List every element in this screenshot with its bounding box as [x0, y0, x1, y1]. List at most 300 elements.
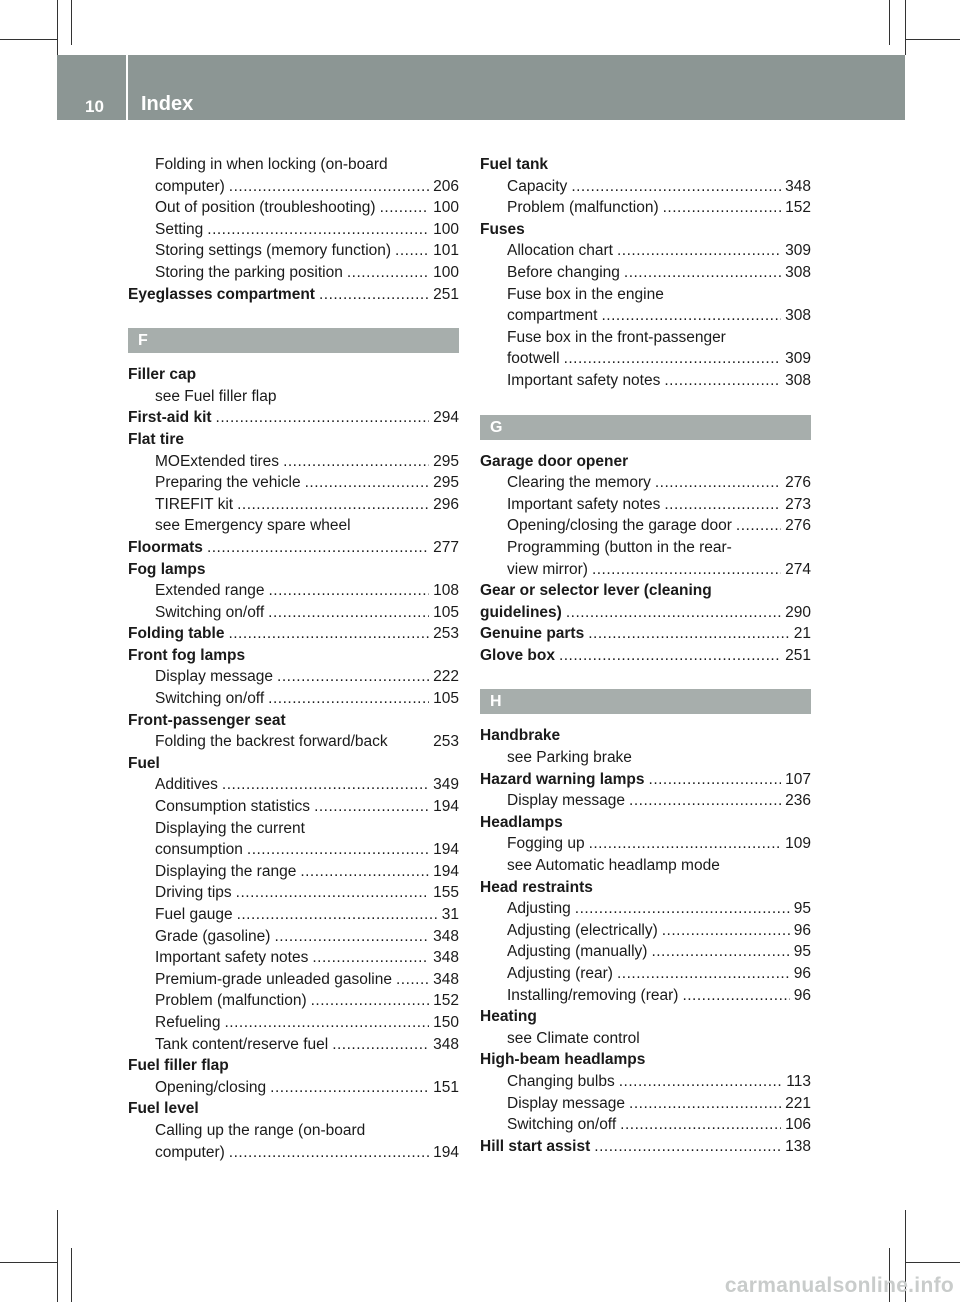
- index-subentry[interactable]: [480, 963, 811, 985]
- page-reference[interactable]: 295: [433, 452, 459, 470]
- entry-text: see Fuel filler flap: [155, 387, 277, 405]
- dot-leader: [319, 284, 429, 306]
- index-subentry[interactable]: [128, 494, 459, 516]
- page-reference[interactable]: 109: [785, 835, 811, 853]
- index-subentry: [480, 747, 811, 769]
- index-subentry[interactable]: [480, 494, 811, 516]
- index-subentry[interactable]: [128, 882, 459, 904]
- page-reference[interactable]: 101: [433, 242, 459, 260]
- dot-leader: [588, 623, 790, 645]
- page-reference[interactable]: 277: [433, 538, 459, 556]
- index-entry: [480, 580, 811, 602]
- entry-text: Hazard warning lamps: [480, 770, 645, 788]
- entry-text: Important safety notes: [507, 495, 661, 513]
- entry-text: Opening/closing the garage door: [507, 517, 732, 535]
- page-reference[interactable]: 296: [433, 495, 459, 513]
- index-subentry[interactable]: [480, 240, 811, 262]
- index-subentry[interactable]: [128, 861, 459, 883]
- page-reference[interactable]: 308: [785, 371, 811, 389]
- entry-text: Allocation chart: [507, 242, 613, 260]
- entry-text: consumption: [155, 841, 243, 859]
- page-reference[interactable]: 276: [785, 474, 811, 492]
- dot-leader: [228, 623, 429, 645]
- dot-leader: [396, 969, 429, 991]
- index-entry: [480, 219, 811, 241]
- index-subentry[interactable]: [128, 176, 459, 198]
- dot-leader: [575, 898, 790, 920]
- index-subentry[interactable]: [128, 1012, 459, 1034]
- index-subentry[interactable]: [480, 941, 811, 963]
- entry-text: Switching on/off: [155, 690, 265, 708]
- crop-mark: [0, 39, 57, 40]
- dot-leader: [566, 602, 781, 624]
- dot-leader: [655, 472, 781, 494]
- index-subentry[interactable]: [480, 472, 811, 494]
- dot-leader: [247, 839, 429, 861]
- entry-text: Fog lamps: [128, 560, 206, 578]
- dot-leader: [225, 1012, 430, 1034]
- crop-mark: [71, 1248, 72, 1302]
- index-subentry: [480, 284, 811, 306]
- entry-text: see Parking brake: [507, 749, 632, 767]
- entry-text: Refueling: [155, 1013, 221, 1031]
- dot-leader: [268, 602, 429, 624]
- index-entry: [128, 1098, 459, 1120]
- index-subentry: [128, 1120, 459, 1142]
- index-subentry[interactable]: [128, 990, 459, 1012]
- dot-leader: [347, 262, 429, 284]
- index-entry[interactable]: [480, 645, 811, 667]
- dot-leader: [682, 985, 789, 1007]
- entry-text: footwell: [507, 350, 560, 368]
- entry-text: Headlamps: [480, 813, 563, 831]
- index-subentry[interactable]: [128, 666, 459, 688]
- index-subentry[interactable]: [480, 262, 811, 284]
- entry-text: Adjusting (manually): [507, 943, 648, 961]
- dot-leader: [664, 370, 781, 392]
- index-subentry[interactable]: [128, 197, 459, 219]
- page-reference[interactable]: 236: [785, 792, 811, 810]
- page-reference[interactable]: 253: [433, 625, 459, 643]
- page-reference[interactable]: 31: [441, 906, 459, 923]
- index-subentry[interactable]: [480, 305, 811, 327]
- watermark: carmanualsonline.info: [724, 1274, 954, 1297]
- page-reference[interactable]: 152: [785, 199, 811, 217]
- page-reference[interactable]: 95: [793, 900, 811, 918]
- dot-leader: [601, 305, 781, 327]
- entry-text: Problem (malfunction): [155, 992, 307, 1010]
- page-reference[interactable]: 152: [433, 992, 459, 1010]
- entry-text: Storing settings (memory function): [155, 242, 392, 260]
- entry-text: Flat tire: [128, 430, 184, 448]
- entry-text: guidelines): [480, 603, 562, 621]
- entry-text: Adjusting (rear): [507, 965, 613, 982]
- page-reference[interactable]: 96: [793, 965, 811, 982]
- entry-text: Fuel filler flap: [128, 1057, 229, 1075]
- index-subentry[interactable]: [128, 219, 459, 241]
- dot-leader: [617, 240, 781, 262]
- index-subentry[interactable]: [128, 1077, 459, 1099]
- index-subentry: [480, 855, 811, 877]
- index-subentry: [480, 537, 811, 559]
- index-entry[interactable]: [480, 769, 811, 791]
- page-reference[interactable]: 113: [786, 1072, 811, 1090]
- dot-leader: [624, 262, 781, 284]
- entry-text: Important safety notes: [507, 371, 661, 389]
- page-reference[interactable]: 308: [785, 263, 811, 281]
- entry-text: Display message: [507, 792, 626, 810]
- page-number: 10: [85, 97, 104, 116]
- index-column-right: [480, 154, 811, 1157]
- entry-text: Garage door opener: [480, 452, 629, 470]
- index-subentry[interactable]: [480, 898, 811, 920]
- index-subentry[interactable]: [128, 774, 459, 796]
- entry-text: Display message: [155, 668, 274, 686]
- page-reference[interactable]: 206: [433, 177, 459, 195]
- page-reference[interactable]: 222: [433, 668, 459, 686]
- page-reference[interactable]: 108: [433, 582, 459, 600]
- dot-leader: [237, 904, 438, 926]
- page-reference[interactable]: 100: [433, 220, 459, 238]
- entry-text: Fuse box in the front-passenger: [507, 328, 726, 346]
- index-entry[interactable]: [128, 407, 459, 429]
- page-reference[interactable]: 349: [433, 776, 459, 794]
- page-reference[interactable]: 100: [433, 263, 459, 281]
- entry-text: Capacity: [507, 177, 568, 195]
- entry-text: Glove box: [480, 646, 555, 664]
- dot-leader: [629, 790, 781, 812]
- page-reference[interactable]: 106: [785, 1116, 811, 1134]
- index-subentry: [128, 515, 459, 537]
- page-reference[interactable]: 151: [433, 1078, 459, 1096]
- index-subentry[interactable]: [128, 262, 459, 284]
- page-reference[interactable]: 348: [433, 970, 459, 988]
- dot-leader: [664, 494, 781, 516]
- dot-leader: [617, 963, 790, 985]
- index-subentry[interactable]: [128, 904, 459, 926]
- entry-text: Fuel: [128, 754, 160, 772]
- index-subentry[interactable]: [128, 472, 459, 494]
- entry-text: see Automatic headlamp mode: [507, 857, 720, 875]
- entry-text: First-aid kit: [128, 409, 212, 427]
- entry-text: compartment: [507, 307, 598, 325]
- index-subentry[interactable]: [480, 1071, 811, 1093]
- dot-leader: [237, 494, 429, 516]
- dot-leader: [589, 833, 782, 855]
- dot-leader: [332, 1034, 429, 1056]
- index-subentry[interactable]: [128, 926, 459, 948]
- section-letter-header: H: [480, 689, 811, 714]
- index-entry: [480, 877, 811, 899]
- entry-text: Floormats: [128, 538, 203, 556]
- dot-leader: [649, 769, 782, 791]
- index-column-left: [128, 154, 459, 1163]
- page-reference[interactable]: 155: [433, 884, 459, 902]
- entry-text: Fuel level: [128, 1100, 199, 1118]
- index-subentry[interactable]: [480, 176, 811, 198]
- dot-leader: [305, 472, 430, 494]
- dot-leader: [312, 947, 429, 969]
- entry-text: Folding table: [128, 625, 225, 643]
- entry-text: Clearing the memory: [507, 474, 651, 492]
- index-subentry[interactable]: [128, 947, 459, 969]
- dot-leader: [314, 796, 429, 818]
- page-reference[interactable]: 95: [793, 943, 811, 961]
- index-entry: [128, 429, 459, 451]
- entry-text: Fuel gauge: [155, 906, 233, 923]
- index-entry: [128, 364, 459, 386]
- dot-leader: [229, 1142, 429, 1164]
- dot-leader: [662, 920, 790, 942]
- entry-text: Setting: [155, 220, 204, 238]
- page-reference[interactable]: 251: [785, 646, 811, 664]
- index-subentry[interactable]: [128, 839, 459, 861]
- entry-text: Displaying the range: [155, 862, 297, 880]
- index-subentry[interactable]: [480, 348, 811, 370]
- dot-leader: [216, 407, 430, 429]
- entry-text: see Climate control: [507, 1029, 640, 1047]
- page-reference[interactable]: 105: [433, 690, 459, 708]
- page-reference[interactable]: 348: [785, 177, 811, 195]
- dot-leader: [283, 451, 429, 473]
- section-letter-header: G: [480, 415, 811, 440]
- entry-text: Folding in when locking (on-board: [155, 156, 388, 173]
- entry-text: Fuel tank: [480, 156, 549, 173]
- entry-text: Front-passenger seat: [128, 711, 286, 729]
- dot-leader: [207, 219, 429, 241]
- entry-text: Calling up the range (on-board: [155, 1121, 366, 1139]
- dot-leader: [736, 515, 781, 537]
- page-reference[interactable]: 194: [433, 841, 459, 859]
- entry-text: High-beam headlamps: [480, 1051, 646, 1069]
- dot-leader: [571, 176, 781, 198]
- entry-text: Hill start assist: [480, 1137, 591, 1155]
- crop-mark: [889, 0, 890, 45]
- dot-leader: [311, 990, 430, 1012]
- index-subentry[interactable]: [128, 731, 459, 753]
- page-reference[interactable]: 96: [793, 986, 811, 1004]
- page-reference[interactable]: 21: [793, 625, 811, 643]
- index-entry: [128, 753, 459, 775]
- entry-text: Genuine parts: [480, 625, 585, 643]
- page-reference[interactable]: 295: [433, 474, 459, 492]
- index-entry: [480, 1006, 811, 1028]
- dot-leader: [564, 348, 782, 370]
- entry-text: Eyeglasses compartment: [128, 285, 315, 303]
- entry-text: Fuse box in the engine: [507, 285, 664, 303]
- dot-leader: [274, 926, 429, 948]
- dot-leader: [229, 176, 429, 198]
- index-subentry[interactable]: [128, 580, 459, 602]
- entry-text: Before changing: [507, 263, 620, 281]
- entry-text: Extended range: [155, 582, 265, 600]
- entry-text: Premium-grade unleaded gasoline: [155, 970, 392, 988]
- page-reference[interactable]: 348: [433, 949, 459, 967]
- entry-text: Preparing the vehicle: [155, 474, 301, 492]
- entry-text: Fogging up: [507, 835, 585, 853]
- index-subentry[interactable]: [128, 1034, 459, 1056]
- crop-mark: [0, 1262, 57, 1263]
- entry-text: Adjusting: [507, 900, 571, 918]
- index-entry: [128, 559, 459, 581]
- section-letter-header: F: [128, 328, 459, 353]
- index-subentry[interactable]: [128, 969, 459, 991]
- dot-leader: [300, 861, 429, 883]
- index-subentry: [128, 818, 459, 840]
- dot-leader: [222, 774, 429, 796]
- index-entry: [480, 725, 811, 747]
- index-subentry[interactable]: [480, 920, 811, 942]
- entry-text: Switching on/off: [507, 1116, 617, 1134]
- entry-text: Handbrake: [480, 727, 561, 745]
- page-reference[interactable]: 138: [785, 1137, 811, 1155]
- page-reference[interactable]: 194: [433, 798, 459, 816]
- dot-leader: [663, 197, 782, 219]
- crop-mark: [57, 1210, 58, 1302]
- index-subentry[interactable]: [480, 833, 811, 855]
- page-reference[interactable]: 194: [433, 1143, 459, 1161]
- crop-mark: [905, 1262, 960, 1263]
- index-subentry[interactable]: [480, 790, 811, 812]
- dot-leader: [559, 645, 781, 667]
- page-reference[interactable]: 194: [433, 862, 459, 880]
- crop-mark: [71, 0, 72, 45]
- page-reference[interactable]: 100: [433, 199, 459, 217]
- dot-leader: [268, 688, 429, 710]
- index-subentry[interactable]: [480, 197, 811, 219]
- entry-text: MOExtended tires: [155, 452, 280, 470]
- entry-text: Folding the backrest forward/back: [155, 733, 388, 751]
- index-entry: [128, 710, 459, 732]
- dot-leader: [620, 1114, 781, 1136]
- index-subentry[interactable]: [128, 688, 459, 710]
- dot-leader: [268, 580, 429, 602]
- page-reference[interactable]: 150: [433, 1013, 459, 1031]
- index-entry: [480, 451, 811, 473]
- entry-text: Tank content/reserve fuel: [155, 1035, 329, 1053]
- entry-text: Head restraints: [480, 878, 593, 896]
- entry-text: computer): [155, 177, 225, 195]
- entry-text: Display message: [507, 1094, 626, 1112]
- dot-leader: [629, 1093, 781, 1115]
- entry-text: Changing bulbs: [507, 1072, 615, 1090]
- index-subentry: [128, 154, 459, 176]
- header-divider: [126, 55, 128, 120]
- entry-text: Opening/closing: [155, 1078, 267, 1096]
- index-entry[interactable]: [128, 284, 459, 306]
- entry-text: Programming (button in the rear-: [507, 538, 732, 556]
- page-reference[interactable]: 348: [433, 927, 459, 945]
- entry-text: Driving tips: [155, 884, 232, 902]
- entry-text: computer): [155, 1143, 225, 1161]
- dot-leader: [594, 1136, 781, 1158]
- index-subentry[interactable]: [480, 1093, 811, 1115]
- crop-mark: [905, 0, 906, 55]
- index-subentry[interactable]: [128, 602, 459, 624]
- index-subentry[interactable]: [480, 985, 811, 1007]
- index-subentry[interactable]: [128, 451, 459, 473]
- entry-text: Storing the parking position: [155, 263, 343, 281]
- page-reference[interactable]: 276: [785, 517, 811, 535]
- page-reference[interactable]: 308: [785, 307, 811, 325]
- dot-leader: [277, 666, 429, 688]
- page-reference[interactable]: 105: [433, 603, 459, 621]
- entry-text: Out of position (troubleshooting): [155, 199, 376, 217]
- entry-text: TIREFIT kit: [155, 495, 234, 513]
- page-reference[interactable]: 294: [433, 409, 459, 427]
- entry-text: Additives: [155, 776, 218, 794]
- crop-mark: [905, 39, 960, 40]
- page-reference[interactable]: 96: [793, 921, 811, 939]
- dot-leader: [236, 882, 429, 904]
- entry-text: Problem (malfunction): [507, 199, 659, 217]
- index-subentry: [480, 327, 811, 349]
- page-reference[interactable]: 348: [433, 1035, 459, 1053]
- index-entry: [128, 645, 459, 667]
- index-subentry[interactable]: [128, 796, 459, 818]
- page-reference[interactable]: 309: [785, 242, 811, 260]
- dot-leader: [207, 537, 429, 559]
- entry-text: Filler cap: [128, 366, 197, 384]
- entry-text: Grade (gasoline): [155, 927, 271, 945]
- page-reference[interactable]: 107: [785, 770, 811, 788]
- page-title: Index: [141, 93, 194, 115]
- index-subentry: [128, 386, 459, 408]
- index-entry[interactable]: [128, 537, 459, 559]
- index-entry: [128, 1055, 459, 1077]
- index-entry: [480, 1049, 811, 1071]
- entry-text: Gear or selector lever (cleaning: [480, 582, 712, 600]
- dot-leader: [270, 1077, 429, 1099]
- entry-text: view mirror): [507, 560, 588, 578]
- entry-text: Heating: [480, 1008, 537, 1026]
- page-reference[interactable]: 309: [785, 350, 811, 368]
- index-subentry[interactable]: [480, 559, 811, 581]
- entry-text: Adjusting (electrically): [507, 921, 658, 939]
- index-subentry[interactable]: [128, 240, 459, 262]
- entry-text: see Emergency spare wheel: [155, 517, 351, 535]
- crop-mark: [57, 0, 58, 55]
- entry-text: Installing/removing (rear): [507, 986, 679, 1004]
- index-entry: [480, 154, 811, 176]
- dot-leader: [592, 559, 781, 581]
- entry-text: Switching on/off: [155, 603, 265, 621]
- page-reference[interactable]: 221: [785, 1094, 811, 1112]
- index-subentry: [480, 1028, 811, 1050]
- entry-text: Front fog lamps: [128, 646, 246, 664]
- entry-text: Consumption statistics: [155, 798, 311, 816]
- index-entry[interactable]: [480, 623, 811, 645]
- index-entry[interactable]: [128, 623, 459, 645]
- page-reference[interactable]: 253: [433, 733, 459, 751]
- page-reference[interactable]: 274: [785, 560, 811, 578]
- page-reference[interactable]: 251: [433, 285, 459, 303]
- index-entry: [480, 812, 811, 834]
- index-subentry[interactable]: [128, 1142, 459, 1164]
- dot-leader: [380, 197, 430, 219]
- index-entry[interactable]: [480, 1136, 811, 1158]
- index-subentry[interactable]: [480, 515, 811, 537]
- index-subentry[interactable]: [480, 370, 811, 392]
- index-subentry[interactable]: [480, 1114, 811, 1136]
- entry-text: Fuses: [480, 220, 525, 238]
- entry-text: Displaying the current: [155, 819, 305, 837]
- index-entry[interactable]: [480, 602, 811, 624]
- page-reference[interactable]: 290: [785, 603, 811, 621]
- dot-leader: [651, 941, 789, 963]
- dot-leader: [619, 1071, 783, 1093]
- page-reference[interactable]: 273: [785, 495, 811, 513]
